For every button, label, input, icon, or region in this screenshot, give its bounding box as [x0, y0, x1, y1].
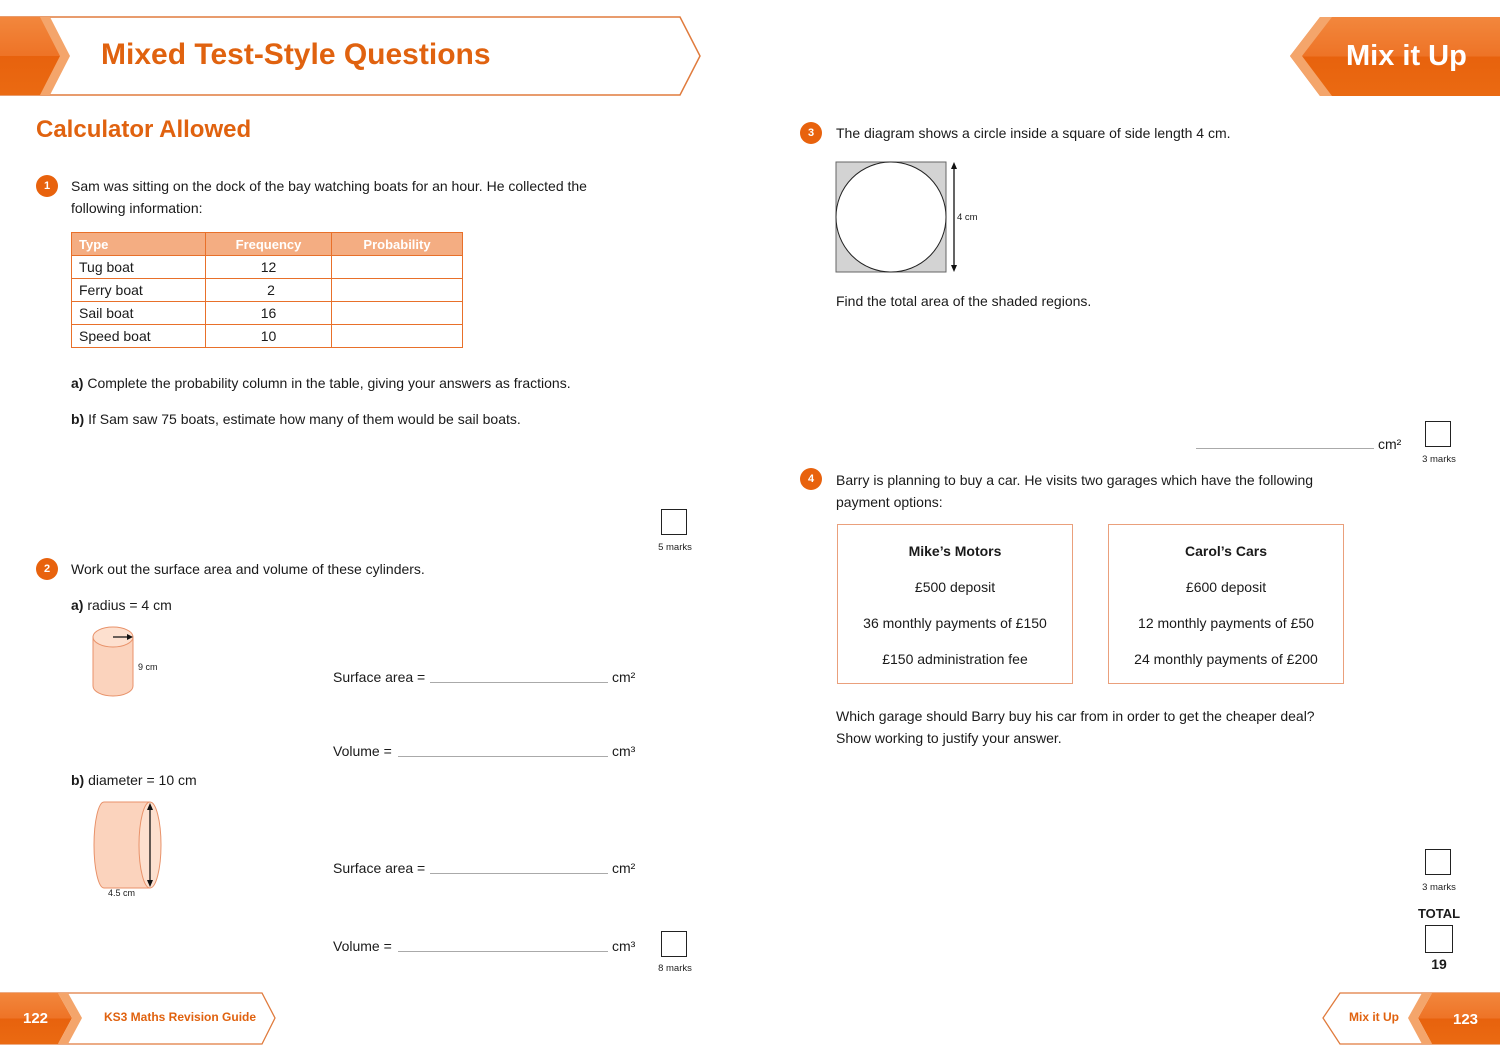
garage-option: 24 monthly payments of £200	[1134, 651, 1318, 667]
q4-text-line2: payment options:	[836, 494, 943, 510]
cylinder-b-length-label: 4.5 cm	[108, 888, 136, 898]
circle-in-square-diagram	[835, 161, 965, 277]
cylinder-b-diagram	[90, 800, 166, 890]
q3-unit: cm²	[1378, 436, 1402, 452]
question-number-1: 1	[36, 175, 58, 197]
q2a-surface-area-unit: cm²	[612, 669, 636, 685]
garage-option: 36 monthly payments of £150	[863, 615, 1047, 631]
cell-probability[interactable]	[332, 325, 463, 348]
q1-part-a-label: a)	[71, 375, 84, 391]
q2b-surface-area-unit: cm²	[612, 860, 636, 876]
q4-text-line1: Barry is planning to buy a car. He visits two garages which have the following	[836, 472, 1314, 488]
cell-type: Speed boat	[72, 325, 206, 348]
page-title: Mixed Test-Style Questions	[101, 38, 491, 71]
cell-type: Sail boat	[72, 302, 206, 325]
column-header-probability: Probability	[332, 233, 463, 256]
q2-text: Work out the surface area and volume of these cylinders.	[71, 561, 425, 577]
q1-part-b	[71, 408, 521, 430]
cell-frequency: 12	[206, 256, 332, 279]
question-number-4: 4	[800, 468, 822, 490]
q2b-volume-label: Volume =	[333, 938, 392, 954]
q2-part-a-text: radius = 4 cm	[87, 597, 172, 613]
section-heading: Calculator Allowed	[36, 116, 252, 143]
cylinder-a-diagram	[88, 624, 138, 702]
q2b-surface-area-label: Surface area =	[333, 860, 426, 876]
q2-part-b-text: diameter = 10 cm	[88, 772, 197, 788]
q2a-volume-label: Volume =	[333, 743, 392, 759]
q4-marks-box[interactable]	[1425, 849, 1451, 875]
garage-name: Mike’s Motors	[908, 543, 1002, 559]
q2-marks-box[interactable]	[661, 931, 687, 957]
right-page-number: 123	[1453, 1011, 1479, 1028]
q1-marks-label: 5 marks	[658, 542, 692, 553]
frequency-table	[71, 232, 463, 348]
q3-text: The diagram shows a circle inside a square of side length 4 cm.	[836, 125, 1231, 141]
q2a-surface-area-answer-line[interactable]	[430, 681, 608, 683]
q1-marks-box[interactable]	[661, 509, 687, 535]
garage-option: £150 administration fee	[882, 651, 1028, 667]
cell-frequency: 10	[206, 325, 332, 348]
column-header-frequency: Frequency	[206, 233, 332, 256]
q2a-surface-area-label: Surface area =	[333, 669, 426, 685]
chapter-footer-title: Mix it Up	[1349, 1010, 1399, 1024]
table-row	[72, 279, 463, 302]
cell-probability[interactable]	[332, 256, 463, 279]
question-number-2: 2	[36, 558, 58, 580]
q1-part-b-label: b)	[71, 411, 85, 427]
left-page-number: 122	[23, 1010, 49, 1027]
total-marks-box[interactable]	[1425, 925, 1453, 953]
cell-probability[interactable]	[332, 302, 463, 325]
q2b-surface-area-answer-line[interactable]	[430, 872, 608, 874]
q3-answer-line[interactable]	[1196, 447, 1374, 449]
question-number-3: 3	[800, 122, 822, 144]
q1-text-line1: Sam was sitting on the dock of the bay watching boats for an hour. He collected the	[71, 178, 587, 194]
q3-marks-label: 3 marks	[1422, 454, 1456, 465]
table-row	[72, 325, 463, 348]
q3-dimension-label: 4 cm	[957, 212, 978, 223]
q4-marks-label: 3 marks	[1422, 882, 1456, 893]
q2b-volume-answer-line[interactable]	[398, 950, 608, 952]
table-header-row	[72, 233, 463, 256]
q2a-volume-unit: cm³	[612, 743, 636, 759]
q1-part-a-text: Complete the probability column in the table, giving your answers as fractions.	[87, 375, 571, 391]
cell-frequency: 16	[206, 302, 332, 325]
q4-question-line2: Show working to justify your answer.	[836, 730, 1062, 746]
garage-option: £600 deposit	[1185, 579, 1267, 595]
table-row	[72, 256, 463, 279]
q2-part-b	[71, 769, 197, 791]
q2-part-a-label: a)	[71, 597, 84, 613]
book-title: KS3 Maths Revision Guide	[104, 1010, 257, 1024]
q4-question-line1: Which garage should Barry buy his car from in order to get the cheaper deal?	[836, 708, 1315, 724]
column-header-type: Type	[72, 233, 206, 256]
q2-part-a	[71, 594, 172, 616]
q1-part-b-text: If Sam saw 75 boats, estimate how many of them would be sail boats.	[88, 411, 521, 427]
cell-type: Ferry boat	[72, 279, 206, 302]
total-label: TOTAL	[1417, 906, 1461, 921]
cell-frequency: 2	[206, 279, 332, 302]
inscribed-circle	[836, 162, 946, 272]
cell-type: Tug boat	[72, 256, 206, 279]
q3-question: Find the total area of the shaded regions.	[836, 293, 1092, 309]
q2-part-b-label: b)	[71, 772, 85, 788]
garage-option: £500 deposit	[914, 579, 996, 595]
cell-probability[interactable]	[332, 279, 463, 302]
total-value: 19	[1431, 956, 1447, 972]
q2-marks-label: 8 marks	[658, 963, 692, 974]
garage-option: 12 monthly payments of £50	[1138, 615, 1314, 631]
q2a-volume-answer-line[interactable]	[398, 755, 608, 757]
cylinder-a-height-label: 9 cm	[138, 662, 158, 672]
q3-marks-box[interactable]	[1425, 421, 1451, 447]
q2b-volume-unit: cm³	[612, 938, 636, 954]
chapter-title: Mix it Up	[1346, 40, 1467, 72]
garage-name: Carol’s Cars	[1185, 543, 1267, 559]
q1-part-a	[71, 372, 571, 394]
garage-box-carols-cars	[1108, 524, 1344, 684]
garage-box-mikes-motors	[837, 524, 1073, 684]
q1-text-line2: following information:	[71, 200, 203, 216]
table-row	[72, 302, 463, 325]
